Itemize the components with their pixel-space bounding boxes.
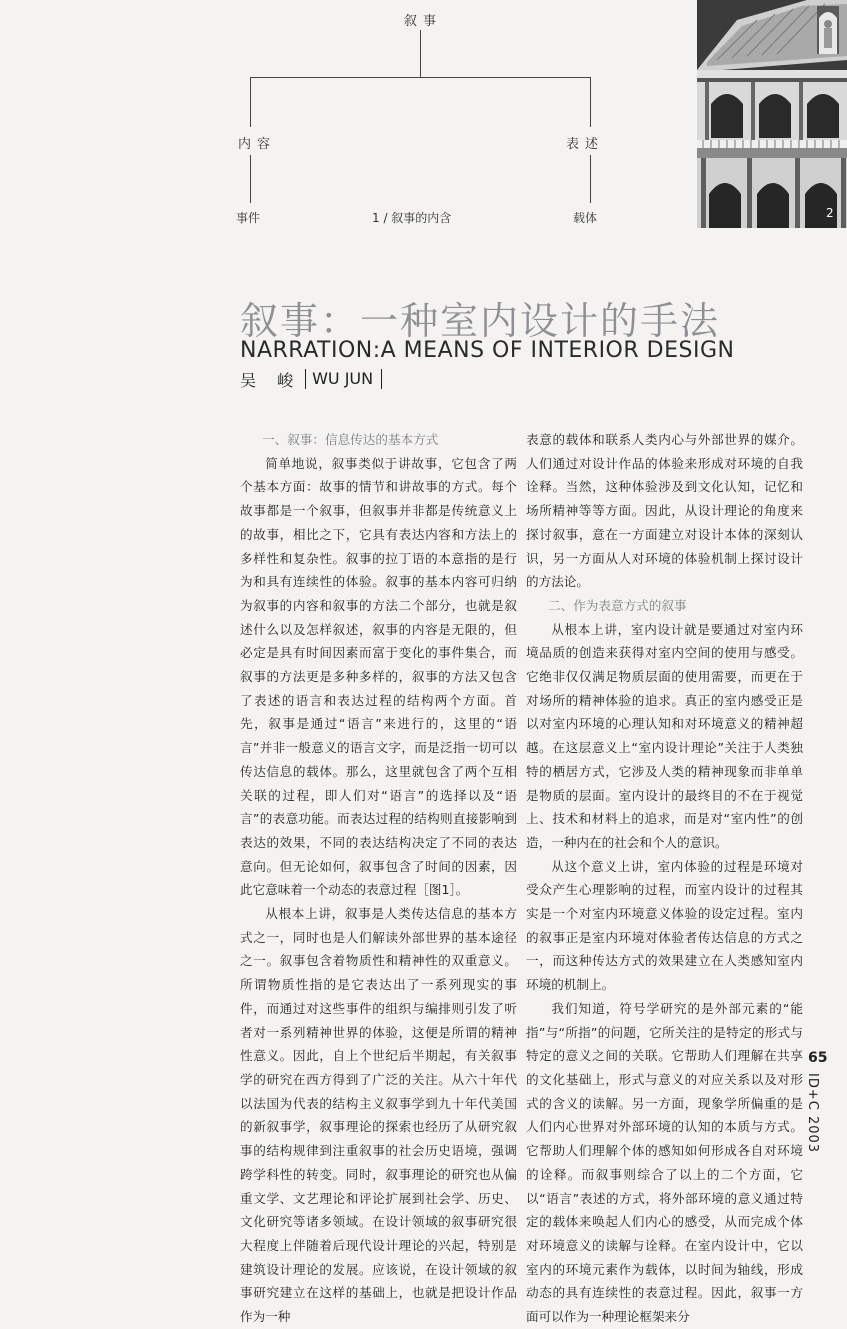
diagram-right-upper — [590, 77, 591, 127]
section-heading-2: 二、作为表意方式的叙事 — [548, 597, 687, 613]
architecture-illustration — [697, 0, 847, 228]
diagram-left-branch-label: 内容 — [238, 137, 277, 152]
author-divider — [305, 369, 306, 389]
paragraph: 从根本上讲，室内设计就是要通过对室内环境品质的创造来获得对室内空间的使用与感受。它绝非仅仅满足物质层面的使用需要，而更在于对场所的精神体验的追求。真正的室内感受正是以对室内环境的心理认知和对环境意义的精神超越。在这层意义上“室内设计理论”关注于人类独特的栖居方式，它涉及人类的精神现象而非单单是物质的层面。室内设计的最终目的不在于视觉上、技术和材料上的追求，而是对“室内性”的创造，一种内在的社会和个人的意识。 — [526, 621, 803, 850]
paragraph: 从这个意义上讲，室内体验的过程是环境对受众产生心理影响的过程，而室内设计的过程其实是一个对室内环境意义体验的设定过程。室内的叙事正是室内环境对体验者传达信息的方式之一，而这种传达方式的效果建立在人类感知室内环境的机制上。 — [526, 858, 803, 993]
diagram-right-lower — [590, 155, 591, 203]
article-title-chinese: 叙事：一种室内设计的手法 — [240, 299, 721, 343]
paragraph: 从根本上讲，叙事是人类传达信息的基本方式之一，同时也是人们解读外部世界的基本途径之一。叙事包含着物质性和精神性的双重意义。所谓物质性指的是它表达出了一系列现实的事件，而通过对这些事件的组织与编排则引发了听者对一系列精神世界的体验，这便是所谓的精神性意义。因此，自上个世纪后半期起，有关叙事学的研究在西方得到了广泛的关注。从六十年代以法国为代表的结构主义叙事学到九十年代美国的新叙事学，叙事理论的探索也经历了从研究叙事的结构规律到注重叙事的社会历史语境，强调跨学科性的转变。同时，叙事理论的研究也从偏重文学、文艺理论和评论扩展到社会学、历史、文化研究等诸多领域。在设计领域的叙事研究很大程度上伴随着后现代设计理论的兴起，特别是建筑设计理论的发展。应该说，在设计领域的叙事研究建立在这样的基础上，也就是把设计作品作为一种 — [240, 906, 517, 1325]
page-number: 65 — [808, 1050, 828, 1066]
author-name-english: WU JUN — [312, 369, 382, 389]
section-heading-1: 一、叙事：信息传达的基本方式 — [262, 432, 439, 447]
diagram-left-lower — [250, 155, 251, 203]
diagram-right-branch-label: 表述 — [566, 137, 605, 152]
diagram-left-leaf-label: 事件 — [236, 211, 261, 225]
paragraph-continued: 表意的载体和联系人类内心与外部世界的媒介。人们通过对设计作品的体验来形成对环境的自我诠释。当然，这种体验涉及到文化认知，记忆和场所精神等等方面。因此，从设计理论的角度来探讨叙事，意在一方面建立对设计本体的深刻认识，另一方面从人对环境的体验机制上探讨设计的方法论。 — [526, 432, 803, 590]
author-name-chinese: 吴 峻 — [240, 370, 302, 390]
diagram-root-label: 叙事 — [404, 14, 443, 29]
journal-issue-label: ID+C 2003 — [805, 1073, 820, 1154]
paragraph: 简单地说，叙事类似于讲故事，它包含了两个基本方面：故事的情节和讲故事的方式。每个故事都是一个叙事，但叙事并非都是传统意义上的故事，相比之下，它具有表达内容和方法上的多样性和复杂性。叙事的拉丁语的本意指的是行为和具有连续性的体验。叙事的基本内容可归纳为叙事的内容和叙事的方法二个部分，也就是叙述什么以及怎样叙述，叙事的内容是无限的，但必定是具有时间因素而富于变化的事件集合，而叙事的方法更是多种多样的，叙事的方法又包含了表述的语言和表达过程的结构两个方面。首先，叙事是通过“语言”来进行的，这里的“语言”并非一般意义的语言文字，而是泛指一切可以传达信息的载体。那么，这里就包含了两个互相关联的过程，即人们对“语言”的选择以及“语言”的表意功能。而表达过程的结构则直接影响到表达的效果，不同的表达结构决定了不同的表达意向。但无论如何，叙事包含了时间的因素，因此它意味着一个动态的表意过程［图1］。 — [240, 455, 517, 898]
diagram-caption: 1 / 叙事的内含 — [372, 211, 452, 225]
body-column-left — [240, 428, 517, 1329]
body-column-right — [526, 428, 803, 1329]
author-row — [240, 368, 382, 390]
figure-2-label: 2 — [826, 206, 834, 220]
diagram-root-connector — [420, 30, 421, 78]
diagram-left-upper — [250, 77, 251, 127]
diagram-horizontal-bar — [250, 77, 590, 78]
paragraph: 我们知道，符号学研究的是外部元素的“能指”与“所指”的问题，它所关注的是特定的形式与特定的意义之间的关联。它帮助人们理解在共享的文化基础上，形式与意义的对应关系以及对形式的含义的读解。另一方面，现象学所偏重的是人们内心世界对外部环境的认知的本质与方式。它帮助人们理解个体的感知如何形成各自对环境的诠释。而叙事则综合了以上的二个方面，它以“语言”表述的方式，将外部环境的意义通过特定的载体来唤起人们内心的感受，从而完成个体对环境意义的读解与诠释。在室内设计中，它以室内的环境元素作为载体，以时间为轴线，形成动态的具有连续性的表意过程。因此，叙事一方面可以作为一种理论框架来分 — [526, 1000, 803, 1325]
article-title-english: NARRATION:A MEANS OF INTERIOR DESIGN — [240, 338, 735, 363]
diagram-right-leaf-label: 载体 — [573, 211, 598, 225]
